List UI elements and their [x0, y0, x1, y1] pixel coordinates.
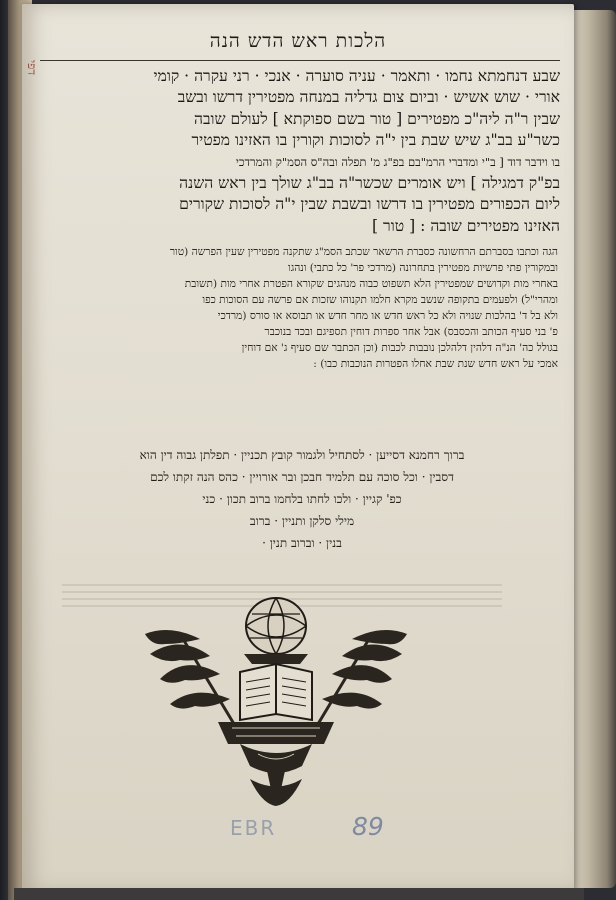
colophon-line: בנין · וברוב תנין ·: [262, 536, 342, 550]
main-text-block: [40, 66, 560, 237]
main-line: שבע דנחמתא נחמו · ותאמר · עניה סוערה · אנכי · רני עקרה · קומי: [153, 67, 560, 85]
main-line: בפ"ק דמגילה ] ויש אומרים שכשר"ה בב"ג שולך בין ראש השנה: [179, 174, 560, 193]
colophon-line: כפ' קגיין · ולכו לחתו בלחמו ברוב תכון · כני: [202, 492, 402, 506]
main-line: שבין ר"ה ליה"כ מפטירים [ טור בשם ספוקתא ] לעולם שובה: [194, 109, 560, 128]
book-page: [22, 4, 574, 892]
commentary-line: הגה וכתבו בסברתם הרחשונה כסברת הרשאר שכתב הסמ"ג שתקנה מפטירין שעין הפרשה (טור: [169, 246, 558, 258]
commentary-line: ולא בל ד' בהלכות שנויה ולא כל ראש חדש או מחר חדש או תבוסא או סורס (מרדכי: [217, 310, 558, 322]
main-line: אורי · שוש אשיש · וביום צום גדליה במנחה מפטירין דרשו ובשב: [177, 88, 560, 107]
closing-colophon: [82, 444, 522, 554]
adjacent-page-edge: [570, 10, 616, 888]
commentary-line: ומהרי"ל) ולפעמים בתקופה שנשב מקרא חלמו תקנוהו שזכות אם פרשה עם הסוכות כפו: [202, 294, 558, 306]
commentary-line: פ' בני סעיף הכותב והכסבס) אבל אחר ספרות דוחין תספיגם ובכד בנוכבר: [264, 326, 558, 338]
commentary-line: אמכי על ראש חדש שנת שבת אחלו הפטרות הנוכבות כבו) :: [313, 358, 558, 370]
main-line: כשר"ע בב"ג שיש שבת בין י"ה לסוכות וקורין בו האזינו מפטיר: [191, 131, 560, 150]
commentary-line: בגולל כה' הנ"ה דלהין דלהלכן נובבות לכבות (וכן הכתבר שם סעיף ג' אם דוחין: [241, 342, 558, 354]
library-stamp: EBR: [230, 816, 277, 840]
printers-device-woodcut: [140, 594, 412, 809]
bottom-edge: [14, 888, 584, 900]
commentary-line: ובמקורין פתי פרשיות מפטירין בתחרונה (מרדכי פר' כל כתבי) ונהגו: [287, 262, 558, 274]
colophon-line: מילי סלקן ותניין · ברוב: [249, 514, 355, 528]
commentary-line: באחרי מות וקדושים שמפטירין הלא תשפוט כבוה מנהגים שקורא הפטרת אחרי מות (תשובת: [184, 278, 558, 290]
colophon-line: דסבין · וכל סוכה עם תלמיד חבכן ובר אורויין · כהס הנה זקתו לכם: [150, 470, 454, 484]
folio-number: 89: [352, 812, 384, 841]
main-line: בו וידבר דוד [ ב"י ומדברי הרמ"בם בפ"ג מ' תפלה ובה"ס הסמ"ק והמרדכי: [235, 154, 560, 169]
main-line: האזינו מפטירים שובה : [ טור ]: [372, 216, 560, 235]
colophon-line: ברוך רחמנא דסייען · לסתחיל ולגמור קובץ תכניין · תפלתן גבוה דין הוא: [139, 448, 465, 462]
running-head: הלכות ראש הדש הנה: [209, 30, 387, 52]
commentary-block: [42, 244, 558, 372]
main-line: ליום הכפורים מפטירין בו דרשו ובשבת שבין י"ה לסוכות שקורים: [179, 195, 560, 214]
heading-rule: [40, 60, 560, 61]
margin-note: דפי: [25, 60, 39, 76]
